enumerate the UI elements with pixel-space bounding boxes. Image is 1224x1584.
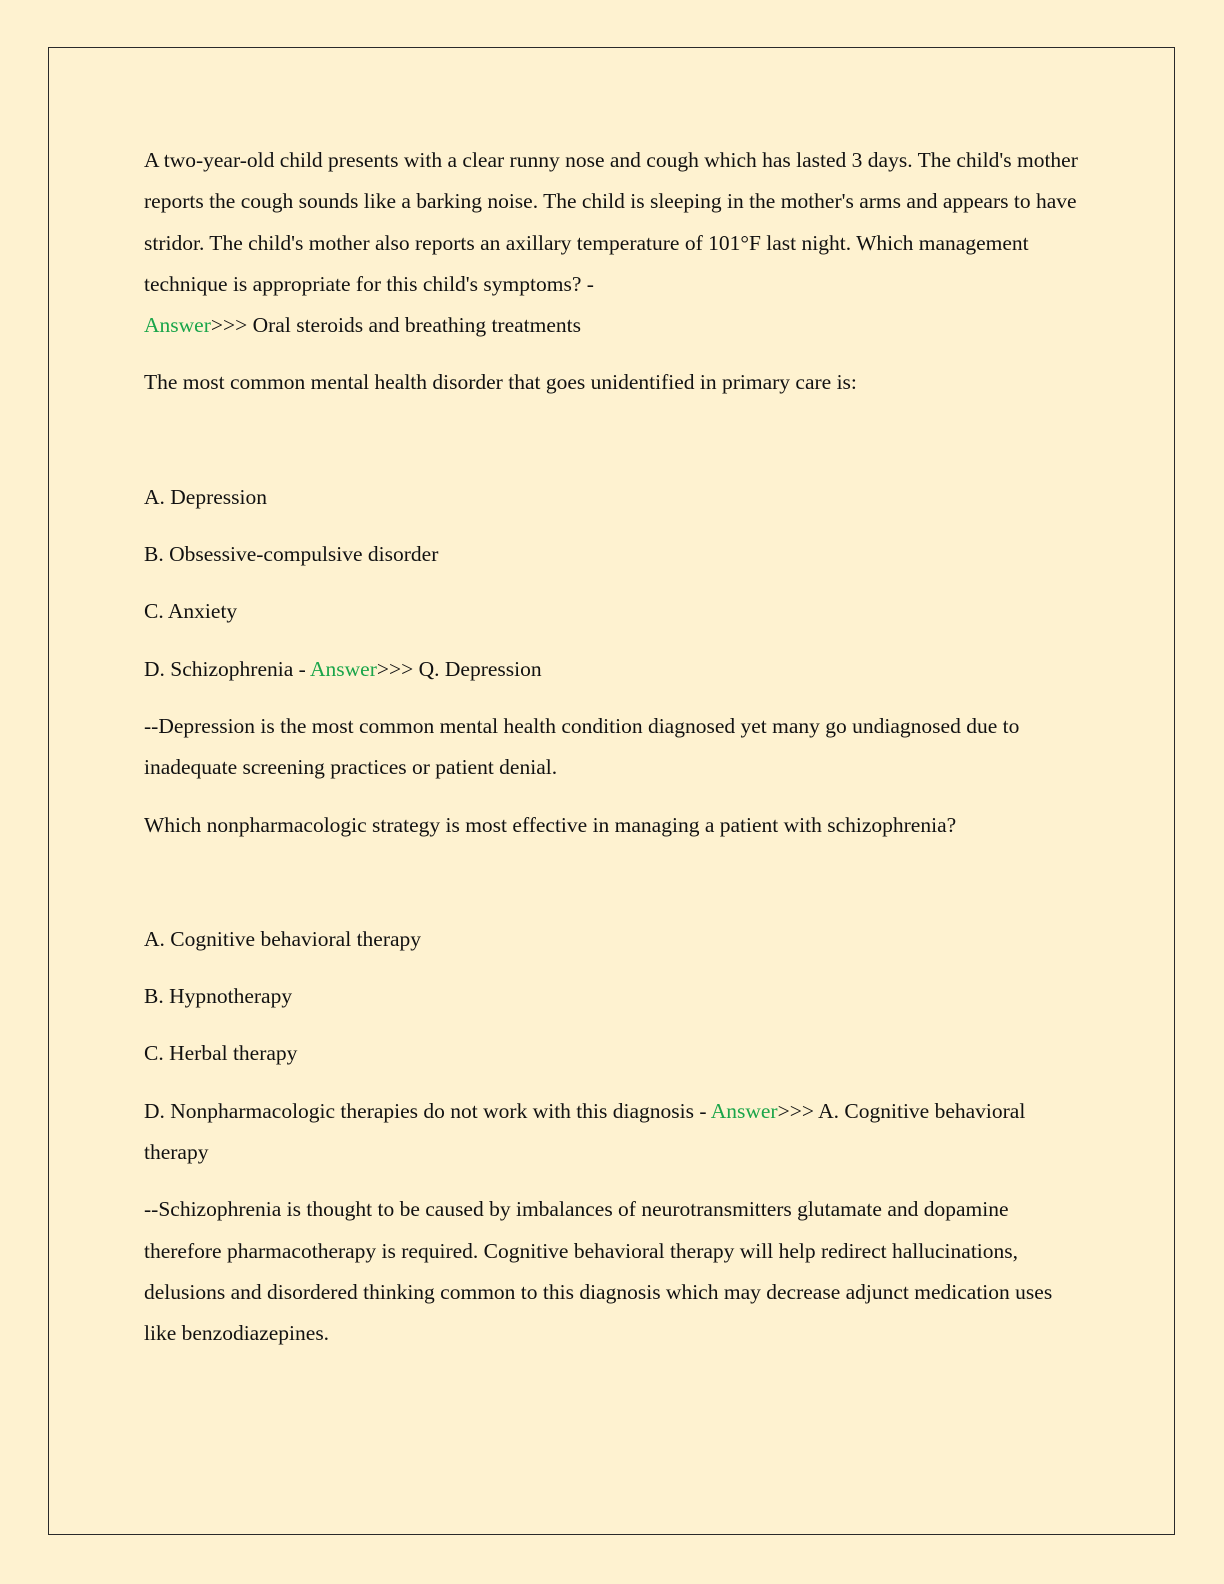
answer-label: Answer (310, 656, 377, 681)
question-3-option-d (144, 1091, 1084, 1174)
answer-label: Answer (710, 1098, 778, 1123)
question-3-stem: Which nonpharmacologic strategy is most effective in managing a patient with schizophrenia? (144, 812, 957, 837)
spacer (144, 862, 1084, 919)
question-2-option-c: C. Anxiety (144, 599, 238, 624)
question-2-explanation: --Depression is the most common mental health condition diagnosed yet many go undiagnosed due to inadequate screening practices or patient denial. (144, 713, 1020, 780)
document-body (144, 140, 1084, 1371)
question-2-stem: The most common mental health disorder that goes unidentified in primary care is: (144, 370, 857, 395)
question-2-option-d-text: D. Schizophrenia - (144, 656, 310, 681)
question-1-text: A two-year-old child presents with a clear runny nose and cough which has lasted 3 days. The child's mother reports the cough sounds like a barking noise. The child is sleeping in the mother's arms and appears to have stridor. The child's mother also reports an axillary temperature of 101°F last night. Which management technique is appropriate for this child's symptoms? - (144, 148, 1078, 296)
question-2-option-d (144, 649, 1084, 690)
question-3-option-a: A. Cognitive behavioral therapy (144, 926, 422, 951)
question-2-option-a: A. Depression (144, 484, 268, 509)
question-3-explanation: --Schizophrenia is thought to be caused by imbalances of neurotransmitters glutamate and dopamine therefore pharmacotherapy is required. Cognitive behavioral therapy will help redirect hallucinations, delusions and disordered thinking common to this diagnosis which may decrease adjunct medication uses like benzodiazepines. (144, 1197, 1053, 1346)
question-2-option-b: B. Obsessive-compulsive disorder (144, 542, 439, 567)
question-2-answer: >>> Q. Depression (376, 656, 542, 681)
question-3-answer: >>> A. Cognitive behavioral therapy (144, 1098, 1026, 1165)
question-3-option-d-text: D. Nonpharmacologic therapies do not work with this diagnosis - (144, 1098, 711, 1123)
question-1 (144, 140, 1084, 346)
answer-label: Answer (144, 313, 211, 338)
question-1-answer: >>> Oral steroids and breathing treatments (210, 313, 581, 338)
question-3-option-b: B. Hypnotherapy (144, 984, 293, 1009)
spacer (144, 420, 1084, 477)
question-3-option-c: C. Herbal therapy (144, 1041, 298, 1066)
